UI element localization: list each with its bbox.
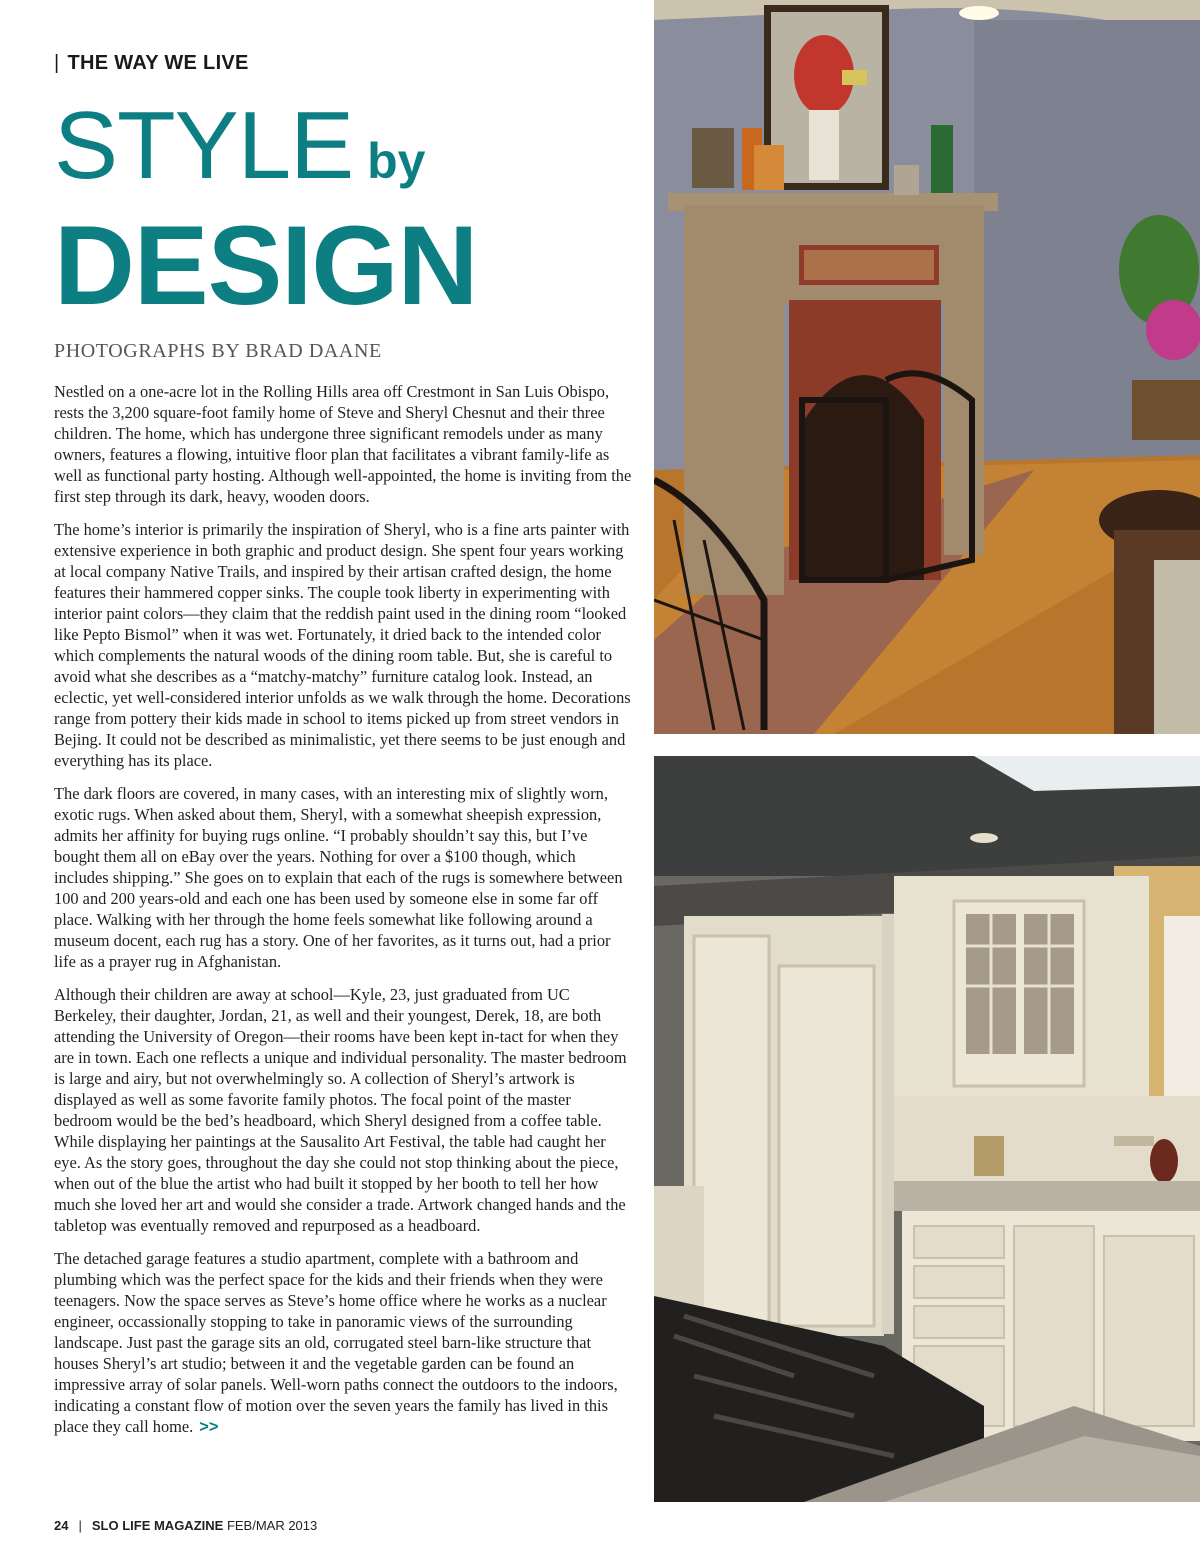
paragraph-last <box>54 1248 632 1438</box>
article-body <box>54 381 632 1450</box>
section-label-text: THE WAY WE LIVE <box>67 52 249 74</box>
article-title-line1 <box>54 92 426 199</box>
paragraph: The dark floors are covered, in many cases, with an interesting mix of slightly worn, exotic rugs. When asked about them, Sheryl, with a somewhat sheepish expression, admits her affinity for buying rugs online. “I probably shouldn’t say this, but I’ve bought them all on eBay over the years. Nothing for over a $100 though, which includes shipping.” She goes on to explain that each of the rugs is somewhere between 100 and 200 years-old and each one has been used by someone else in some far off place. Walking with her through the home feels somewhat like following around a museum docent, each rug has a story. One of her favorites, as it turns out, had a prior life as a prayer rug in Afghanistan. <box>54 784 623 971</box>
paragraph: Although their children are away at school—Kyle, 23, just graduated from UC Berkeley, their daughter, Jordan, 21, as well and their youngest, Derek, 18, are both attending the University of Oregon—their rooms have been kept in-tact for when they are in town. Each one reflects a unique and individual personality. The master bedroom is large and airy, but not overwhelmingly so. A collection of Sheryl’s artwork is displayed as well as some favorite family photos. The focal point of the master bedroom would be the bed’s headboard, which Sheryl designed from a coffee table. While displaying her paintings at the Sausalito Art Festival, the table had caught her eye. As the story goes, throughout the day she could not stop thinking about the piece, when out of the blue the artist who had built it stopped by her booth to tell her how much she loved her art and would she consider a trade. Artwork changed hands and the tabletop was eventually removed and repurposed as a headboard. <box>54 985 627 1235</box>
section-label <box>54 52 249 75</box>
kitchen-illustration <box>654 756 1200 1502</box>
article-title-line2: DESIGN <box>54 203 478 328</box>
title-by-word: by <box>367 133 426 189</box>
paragraph: The home’s interior is primarily the inspiration of Sheryl, who is a fine arts painter with extensive experience in both graphic and product design. She spent four years working at local company Native Trails, and inspired by their artisan crafted design, the home features their hammered copper sinks. The couple took liberty in experimenting with interior paint colors—they claim that the reddish paint used in the dining room “looked like Pepto Bismol” when it was wet. Fortunately, it dried back to the intended color which complements the natural woods of the dining room table. But, she is careful to avoid what she describes as a “matchy-matchy” furniture catalog look. Instead, an eclectic, yet well-considered interior unfolds as we walk through the home. Decorations range from pottery their kids made in school to items picked up from street vendors in Bejing. It could not be described as minimalistic, yet there seems to be just enough and everything has its place. <box>54 520 631 770</box>
continue-marker[interactable]: >> <box>199 1418 219 1436</box>
paragraph: Nestled on a one-acre lot in the Rolling Hills area off Crestmont in San Luis Obispo, rests the 3,200 square-foot family home of Steve and Sheryl Chesnut and their three children. The home, which has undergone three significant remodels under as many owners, features a flowing, intuitive floor plan that facilitates a vibrant family-life as well as functional party hosting. Although well-appointed, the home is inviting from the first step through its dark, heavy, wooden doors. <box>54 382 632 506</box>
paragraph-text: The detached garage features a studio apartment, complete with a bathroom and plumbing which was the perfect space for the kids and their friends when they were teenagers. Now the space serves as Steve’s home office where he works as a nuclear engineer, occassionally stopping to take in panoramic views of the surrounding landscape. Just past the garage sits an old, corrugated steel barn-like structure that houses Sheryl’s art studio; between it and the vegetable garden can be found an impressive array of solar panels. Well-worn paths connect the outdoors to the indoors, indicating a constant flow of motion over the seven years the family has lived in this place they call home. <box>54 1249 618 1436</box>
section-divider: | <box>54 52 60 74</box>
fireplace-photo <box>654 0 1200 734</box>
photo-credit: PHOTOGRAPHS BY BRAD DAANE <box>54 340 382 362</box>
issue-date: FEB/MAR 2013 <box>226 1518 318 1533</box>
kitchen-photo <box>654 756 1200 1502</box>
page-number: 24 <box>54 1518 69 1533</box>
footer-divider: | <box>78 1518 82 1533</box>
fireplace-illustration <box>654 0 1200 734</box>
magazine-name: SLO LIFE MAGAZINE <box>91 1518 224 1533</box>
title-style-word: STYLE <box>54 92 354 199</box>
page-footer <box>54 1518 317 1533</box>
